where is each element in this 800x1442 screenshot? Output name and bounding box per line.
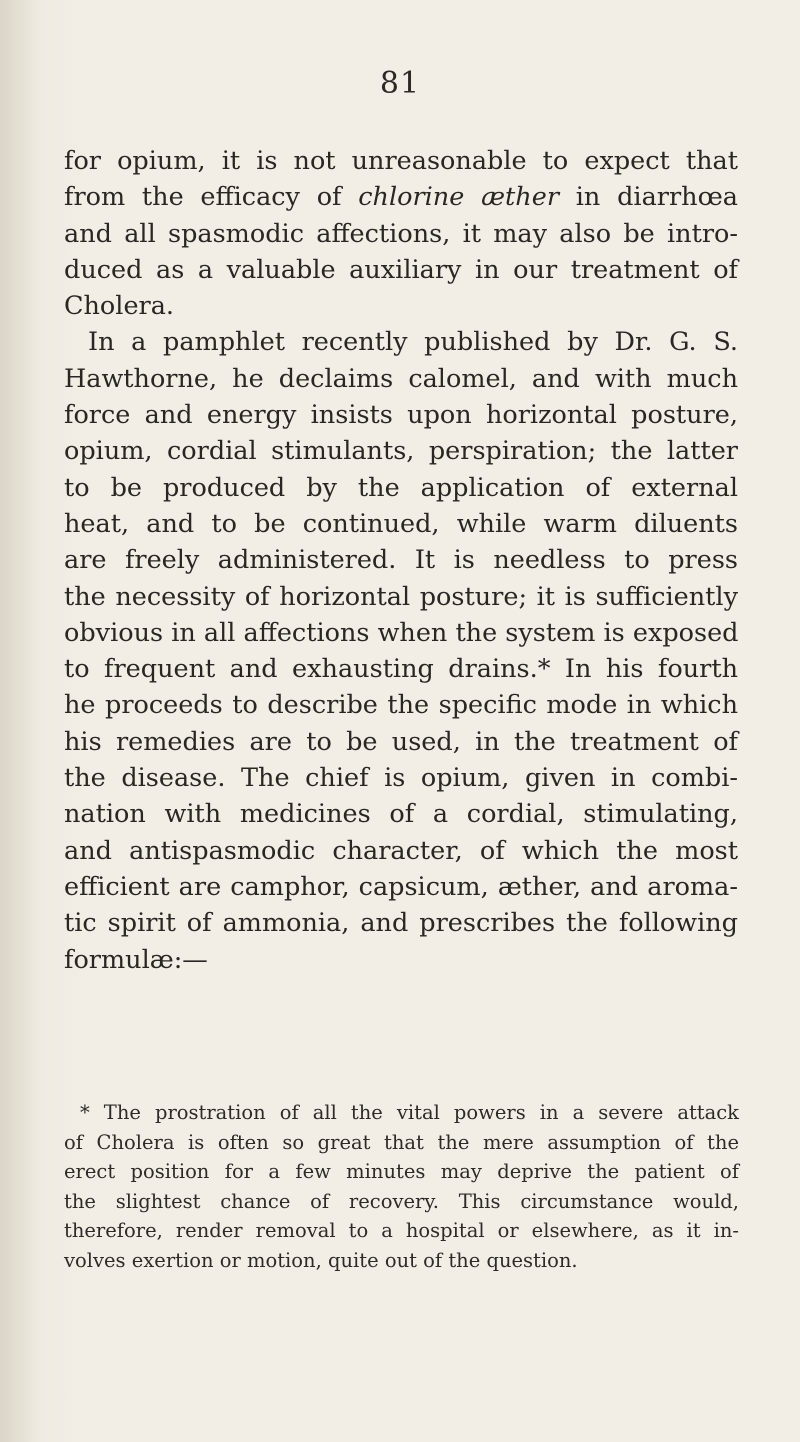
- text-fragment: in diarrhœa: [559, 182, 738, 213]
- footnote-line: the slightest chance of recovery. This circumstance would,: [64, 1189, 739, 1213]
- text-line: are freely administered. It is needless to press: [64, 545, 738, 576]
- text-line: the disease. The chief is opium, given in combi-: [64, 763, 738, 794]
- page-number: 81: [379, 66, 421, 101]
- text-line: he proceeds to describe the specific mode in which: [64, 690, 738, 721]
- text-line: to be produced by the application of external: [64, 472, 738, 503]
- footnote-line: therefore, render removal to a hospital or elsewhere, as it in-: [64, 1219, 739, 1243]
- text-line: [64, 179, 738, 215]
- text-line: and all spasmodic affections, it may also be intro-: [64, 218, 738, 249]
- text-line: for opium, it is not unreasonable to expect that: [64, 146, 738, 176]
- text-line: the necessity of horizontal posture; it is sufficiently: [64, 581, 738, 612]
- text-line: his remedies are to be used, in the treatment of: [64, 726, 738, 757]
- text-line: Cholera.: [64, 291, 175, 322]
- text-line: formulæ:—: [64, 944, 208, 975]
- text-line: nation with medicines of a cordial, stimulating,: [64, 799, 738, 830]
- footnote-line: erect position for a few minutes may deprive the patient of: [64, 1160, 739, 1184]
- text-fragment: from the efficacy of: [64, 182, 359, 213]
- body-text: [64, 143, 738, 978]
- paragraph-1: [64, 143, 738, 324]
- text-line: and antispasmodic character, of which the most: [64, 835, 738, 866]
- text-line: Hawthorne, he declaims calomel, and with much: [64, 363, 738, 394]
- text-line: opium, cordial stimulants, perspiration; the latter: [64, 436, 738, 467]
- footnote-line: volves exertion or motion, quite out of the question.: [64, 1248, 578, 1272]
- text-line: heat, and to be continued, while warm diluents: [64, 508, 738, 539]
- italic-term: æther: [481, 182, 560, 213]
- text-line: to frequent and exhausting drains.* In his fourth: [64, 654, 738, 685]
- text-line: efficient are camphor, capsicum, æther, and aroma-: [64, 871, 738, 902]
- text-line: obvious in all affections when the system is exposed: [64, 617, 739, 648]
- text-line: In a pamphlet recently published by Dr. G. S.: [88, 327, 738, 358]
- paragraph-2: [64, 324, 738, 977]
- text-line: force and energy insists upon horizontal posture,: [64, 400, 738, 431]
- footnote-line: of Cholera is often so great that the mere assumption of the: [64, 1130, 739, 1154]
- italic-term: chlorine: [358, 182, 465, 213]
- text-line: tic spirit of ammonia, and prescribes the following: [64, 908, 738, 939]
- footnote: [64, 1098, 739, 1276]
- text-line: duced as a valuable auxiliary in our treatment of: [64, 254, 738, 285]
- footnote-line: * The prostration of all the vital powers in a severe attack: [80, 1101, 739, 1124]
